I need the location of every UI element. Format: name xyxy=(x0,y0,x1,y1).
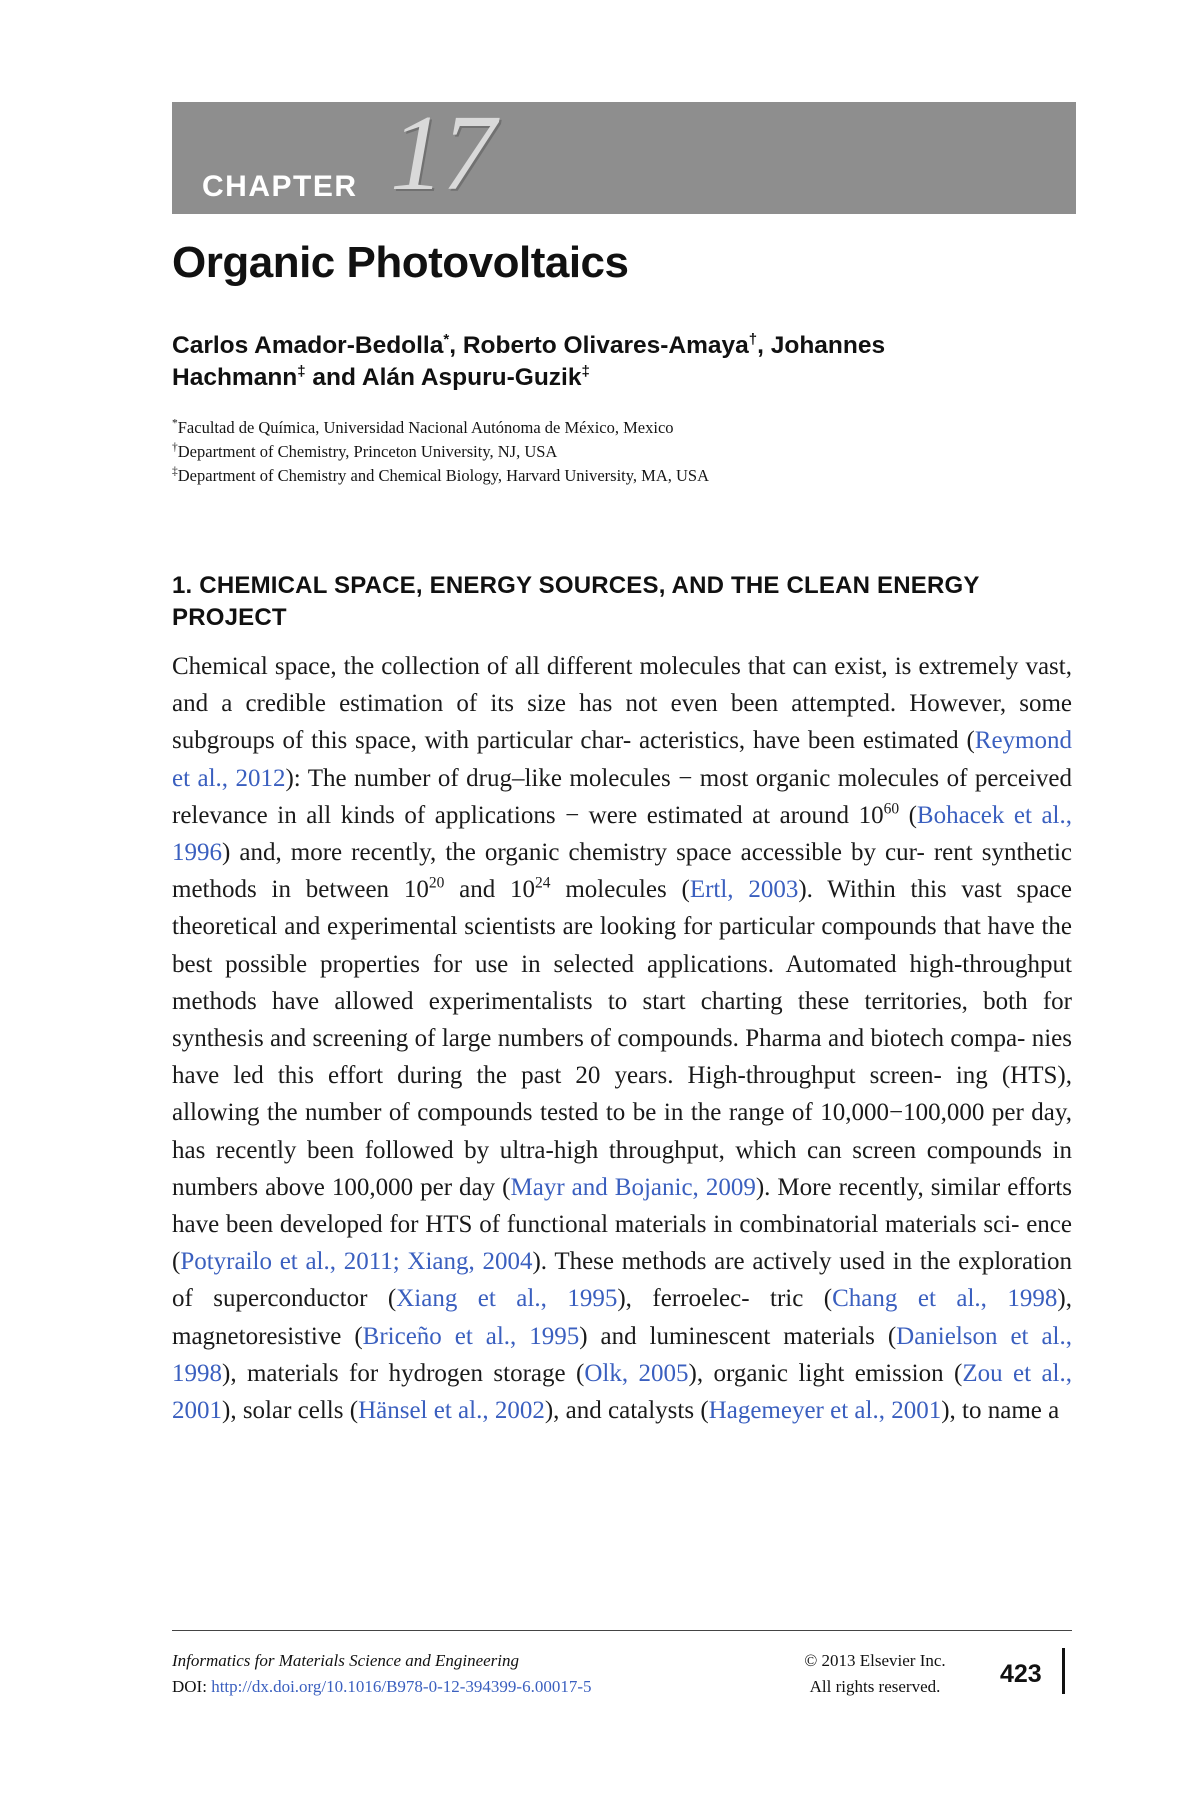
page-number-rule xyxy=(1062,1648,1065,1694)
citation-link[interactable]: Zou et al., 2001 xyxy=(172,1359,1073,1425)
citation-link[interactable]: Mayr and Bojanic, 2009 xyxy=(510,1173,756,1201)
page-number: 423 xyxy=(1000,1660,1042,1688)
affiliation-marker: † xyxy=(172,441,178,454)
affiliation-text: Facultad de Química, Universidad Nacional Autónoma de México, Mexico xyxy=(177,418,674,437)
doi-line xyxy=(172,1674,732,1700)
footer-source xyxy=(172,1648,732,1699)
author-3-marker: ‡ xyxy=(297,363,306,381)
citation-link[interactable]: Danielson et al., 1998 xyxy=(172,1322,1072,1387)
affiliation-item xyxy=(172,416,992,440)
rights-line: All rights reserved. xyxy=(809,1676,941,1696)
citation-link[interactable]: Hänsel et al., 2002 xyxy=(358,1397,545,1425)
doi-label: DOI: xyxy=(172,1676,207,1696)
citation-link[interactable]: Olk, 2005 xyxy=(584,1359,689,1387)
copyright-block xyxy=(780,1648,970,1699)
citation-link[interactable]: Reymond et al., 2012 xyxy=(172,727,1072,792)
book-title: Informatics for Materials Science and Engineering xyxy=(172,1651,520,1670)
chapter-label: CHAPTER xyxy=(202,170,358,203)
citation-link[interactable]: Hagemeyer et al., 2001 xyxy=(708,1397,942,1425)
citation-link[interactable]: Chang et al., 1998 xyxy=(832,1285,1058,1313)
citation-link[interactable]: Xiang et al., 1995 xyxy=(396,1285,618,1313)
copyright-line: © 2013 Elsevier Inc. xyxy=(804,1651,946,1670)
section-title: CHEMICAL SPACE, ENERGY SOURCES, AND THE CLEAN ENERGY PROJECT xyxy=(172,572,980,631)
author-3-partial: , Johannes xyxy=(757,332,886,359)
section-heading xyxy=(172,570,1042,633)
author-3: Hachmann xyxy=(172,364,298,392)
affiliation-item xyxy=(172,464,992,488)
author-4-marker: ‡ xyxy=(581,363,590,381)
citation-link[interactable]: Ertl, 2003 xyxy=(689,876,799,904)
author-1-marker: * xyxy=(443,330,450,348)
author-list xyxy=(172,330,982,395)
affiliation-list xyxy=(172,416,992,488)
page-title: Organic Photovoltaics xyxy=(172,238,629,287)
chapter-number: 17 xyxy=(390,94,494,213)
affiliation-marker: ‡ xyxy=(172,465,178,478)
affiliation-text: Department of Chemistry, Princeton University, NJ, USA xyxy=(177,441,558,461)
author-4: and Alán Aspuru-Guzik xyxy=(305,364,582,392)
affiliation-item xyxy=(172,440,992,464)
citation-link[interactable]: Potyrailo et al., 2011; Xiang, 2004 xyxy=(180,1248,533,1276)
affiliation-marker: * xyxy=(172,417,178,430)
author-2: , Roberto Olivares-Amaya xyxy=(449,332,749,359)
author-1: Carlos Amador-Bedolla xyxy=(172,332,444,359)
section-number: 1. xyxy=(172,572,193,599)
citation-link[interactable]: Bohacek et al., 1996 xyxy=(172,801,1072,867)
citation-link[interactable]: Briceño et al., 1995 xyxy=(362,1322,580,1350)
affiliation-text: Department of Chemistry and Chemical Biology, Harvard University, MA, USA xyxy=(177,465,710,485)
footer-divider xyxy=(172,1630,1072,1631)
author-2-marker: † xyxy=(748,330,758,348)
body-paragraph: Chemical space, the collection of all different molecules that can exist, is extremely vast, and a credible estimation of its size has not even been attempted. However, some subgroups of this space, with particular char- acteristics, have been estimated (Reymond et al., 2012): The number of drug–like molecules − most organic molecules of perceived relevance in all kinds of applications − were estimated at around $10^{60}$ (Bohacek et al., 1996) and, more recently, the organic chemistry space accessible by cur- rent synthetic methods in between $10^{20}$ and $10^{24}$ molecules (Ertl, 2003). Within this vast space theoretical and experimental scientists are looking for particular compounds that have the best possible properties for use in selected applications. Automated high-throughput methods have allowed experimentalists to start charting these territories, both for synthesis and screening of large numbers of compounds. Pharma and biotech compa- nies have led this effort during the past 20 years. High-throughput screen- ing (HTS), allowing the number of compounds tested to be in the range of 10,000−100,000 per day, has recently been followed by ultra-high throughput, which can screen compounds in numbers above 100,000 per day (Mayr and Bojanic, 2009). More recently, similar efforts have been developed for HTS of functional materials in combinatorial materials sci- ence (Potyrailo et al., 2011; Xiang, 2004). These methods are actively used in the exploration of superconductor (Xiang et al., 1995), ferroelec- tric (Chang et al., 1998), magnetoresistive (Briceño et al., 1995) and luminescent materials (Danielson et al., 1998), materials for hydrogen storage (Olk, 2005), organic light emission (Zou et al., 2001), solar cells (Hänsel et al., 2002), and catalysts (Hagemeyer et al., 2001), to name a xyxy=(172,653,1073,1425)
doi-link[interactable]: http://dx.doi.org/10.1016/B978-0-12-394399-6.00017-5 xyxy=(211,1676,592,1696)
